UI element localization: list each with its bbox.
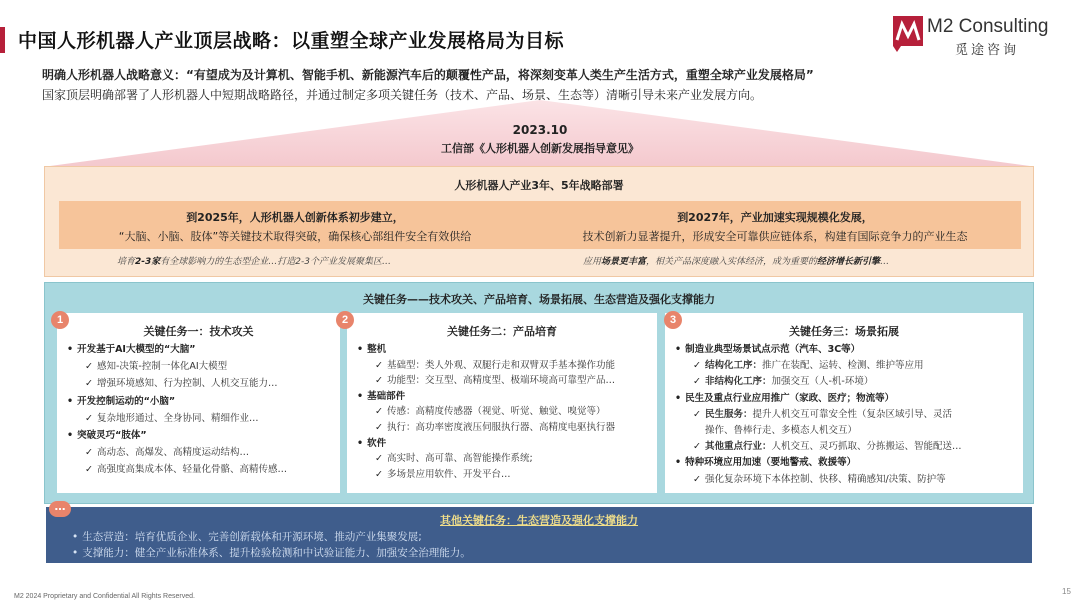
- task-subitem: ✓ 高实时、高可靠、高智能操作系统;: [375, 453, 533, 465]
- bullet-icon: •: [67, 344, 74, 355]
- task-number-badge-1: 1: [51, 311, 69, 329]
- task-heading: • 基础部件: [357, 390, 406, 402]
- task-subitem: ✓ 功能型：交互型、高精度型、极端环境高可靠型产品…: [375, 375, 615, 387]
- goal-2025-note: 培育2-3家有全球影响力的生态型企业…打造2-3个产业发展聚集区…: [117, 257, 391, 267]
- task-heading: • 突破灵巧“肢体”: [67, 430, 147, 441]
- roof-document: 工信部《人形机器人创新发展指导意见》: [441, 142, 639, 155]
- task-card-3: [665, 313, 1023, 493]
- task-subitem: ✓ 强化复杂环境下本体控制、快移、精确感知/决策、防护等: [693, 473, 946, 485]
- check-icon: ✓: [375, 468, 383, 480]
- check-icon: ✓: [375, 375, 383, 387]
- task-heading: • 特种环境应用加速（要地警戒、救援等）: [675, 457, 857, 469]
- task-subitem: ✓ 民生服务：提升人机交互可靠安全性（复杂区域引导、灵活: [693, 408, 952, 420]
- task-subitem: ✓ 基础型：类人外观、双腿行走和双臂双手基本操作功能: [375, 359, 615, 371]
- task-subitem: ✓ 感知-决策-控制一体化AI大模型: [85, 361, 228, 373]
- task-subitem: ✓ 高强度高集成本体、轻量化骨骼、高精传感…: [85, 464, 287, 476]
- bullet-icon: •: [357, 344, 364, 355]
- task-subitem: ✓ 增强环境感知、行为控制、人机交互能力…: [85, 378, 278, 390]
- other-tasks-badge: …: [49, 501, 71, 517]
- goal-2025-line2: “大脑、小脑、肢体”等关键技术取得突破，确保核心部组件安全有效供给: [118, 230, 472, 243]
- strategy-plan-panel: [44, 166, 1034, 277]
- bullet-icon: •: [67, 395, 74, 407]
- goal-2027-note: 应用场景更丰富，相关产品深度融入实体经济，成为重要的经济增长新引擎…: [583, 257, 890, 267]
- logo-name-cn: 觅途咨询: [955, 43, 1020, 58]
- company-logo: [893, 16, 1073, 58]
- task-number-badge-3: 3: [664, 311, 682, 329]
- bullet-icon: •: [675, 392, 682, 404]
- intro-line-1: 明确人形机器人战略意义：“有望成为及计算机、智能手机、新能源汽车后的颠覆性产品，将深刻变革人类生产生活方式，重塑全球产业发展格局”: [42, 68, 814, 82]
- check-icon: ✓: [693, 441, 701, 453]
- task-heading: • 民生及重点行业应用推广（家政、医疗；物流等）: [675, 392, 895, 404]
- logo-name: M2 Consulting: [927, 16, 1049, 37]
- intro-line-2: 国家顶层明确部署了人形机器人中短期战略路径，并通过制定多项关键任务（技术、产品、场景、生态等）清晰引导未来产业发展方向。: [42, 88, 763, 102]
- task-heading: • 制造业典型场景试点示范（汽车、3C等）: [675, 344, 861, 355]
- page-number: 15: [1062, 587, 1071, 596]
- bullet-icon: •: [67, 430, 74, 441]
- check-icon: ✓: [375, 453, 383, 465]
- other-tasks-line-1: • 生态营造：培育优质企业、完善创新载体和开源环境、推动产业集聚发展;: [72, 531, 422, 543]
- check-icon: ✓: [693, 473, 701, 485]
- task-heading: • 软件: [357, 437, 387, 449]
- task-card-title: 关键任务二：产品培育: [447, 325, 557, 338]
- check-icon: ✓: [85, 361, 93, 373]
- m2-logo-icon: [893, 16, 923, 52]
- plan-title: 人形机器人产业3年、5年战略部署: [454, 179, 624, 192]
- task-subitem: ✓ 多场景应用软件、开发平台…: [375, 468, 511, 480]
- task-subitem: ✓ 结构化工序：推广在装配、运转、检测、维护等应用: [693, 360, 924, 372]
- bullet-icon: •: [357, 437, 364, 449]
- roof-date: 2023.10: [512, 123, 568, 137]
- tasks-title: 关键任务——技术攻关、产品培育、场景拓展、生态营造及强化支撑能力: [363, 293, 715, 306]
- task-subitem: ✓ 复杂地形通过、全身协同、精细作业…: [85, 412, 259, 424]
- other-tasks-panel: [46, 507, 1032, 563]
- task-heading: • 开发基于AI大模型的“大脑”: [67, 344, 196, 355]
- goal-2025-box: [59, 201, 531, 249]
- other-tasks-title: 其他关键任务：生态营造及强化支撑能力: [440, 514, 638, 527]
- task-subitem: ✓ 非结构化工序：加强交互（人-机-环境）: [693, 376, 874, 388]
- bullet-icon: •: [357, 390, 364, 402]
- goal-2027-line1: 到2027年，产业加速实现规模化发展，: [677, 211, 873, 224]
- task-heading: • 开发控制运动的“小脑”: [67, 395, 176, 407]
- key-tasks-panel: [44, 282, 1034, 504]
- page-title: 中国人形机器人产业顶层战略：以重塑全球产业发展格局为目标: [18, 30, 565, 52]
- check-icon: ✓: [375, 422, 383, 433]
- check-icon: ✓: [85, 378, 93, 390]
- bullet-icon: •: [675, 344, 682, 355]
- task-card-title: 关键任务一：技术攻关: [143, 325, 254, 338]
- task-subitem: ✓ 执行：高功率密度液压伺服执行器、高精度电驱执行器: [375, 422, 615, 433]
- title-accent-bar: [0, 27, 5, 53]
- check-icon: ✓: [85, 412, 93, 424]
- task-subitem: 操作、鲁棒行走、多模态人机交互）: [705, 425, 858, 436]
- task-subitem: ✓ 其他重点行业：人机交互、灵巧抓取、分拣搬运、智能配送…: [693, 441, 962, 453]
- task-card-1: [57, 313, 340, 493]
- task-subitem: ✓ 传感：高精度传感器（视觉、听觉、触觉、嗅觉等）: [375, 406, 606, 418]
- check-icon: ✓: [85, 447, 93, 459]
- goal-2027-box: [529, 201, 1021, 249]
- check-icon: ✓: [375, 359, 383, 371]
- goal-2027-line2: 技术创新力显著提升，形成安全可靠供应链体系，构建有国际竞争力的产业生态: [582, 230, 968, 243]
- check-icon: ✓: [375, 406, 383, 418]
- task-card-2: [347, 313, 657, 493]
- other-tasks-line-2: • 支撑能力：健全产业标准体系、提升检验检测和中试验证能力、加强安全治理能力。: [72, 547, 471, 559]
- check-icon: ✓: [85, 464, 93, 476]
- check-icon: ✓: [693, 376, 701, 388]
- task-card-title: 关键任务三：场景拓展: [789, 325, 899, 338]
- bullet-icon: •: [675, 457, 682, 469]
- task-heading: • 整机: [357, 344, 387, 355]
- check-icon: ✓: [693, 360, 701, 372]
- task-number-badge-2: 2: [336, 311, 354, 329]
- check-icon: ✓: [693, 408, 701, 420]
- footer-copyright: M2 2024 Proprietary and Confidential All Rights Reserved.: [14, 593, 195, 600]
- task-subitem: ✓ 高动态、高爆发、高精度运动结构…: [85, 447, 249, 459]
- goal-2025-line1: 到2025年，人形机器人创新体系初步建立，: [186, 211, 404, 224]
